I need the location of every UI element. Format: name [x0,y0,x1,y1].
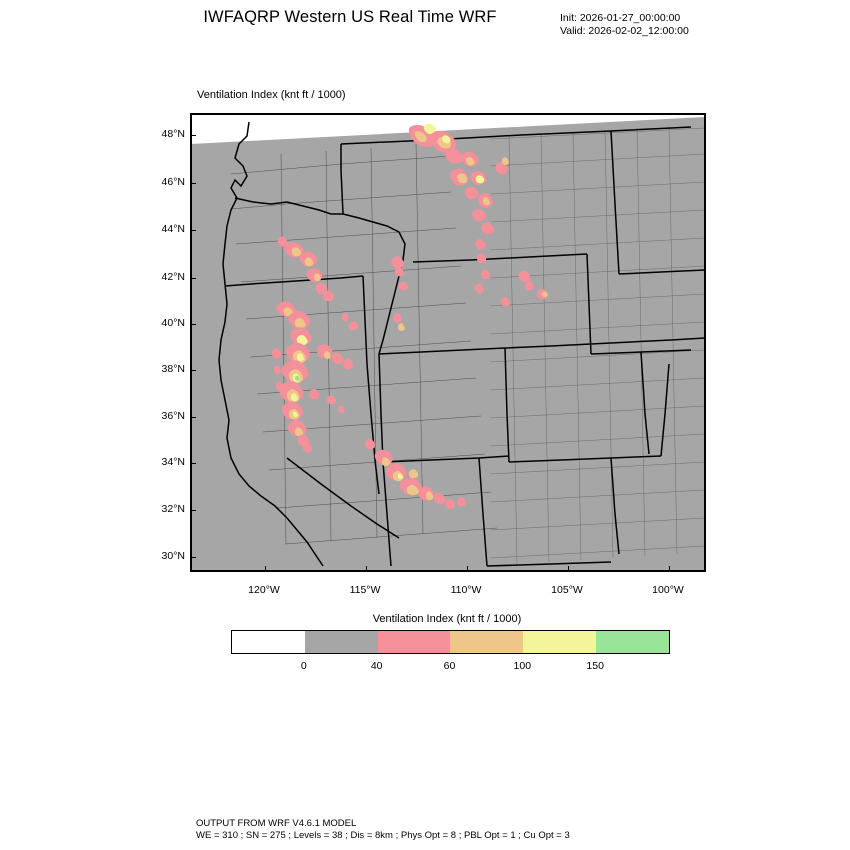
ventilation-index-map [191,114,705,571]
y-axis-label: 38°N [161,363,185,375]
x-axis-label: 120°W [248,584,280,596]
colorbar-cell-0 [232,631,305,653]
y-tick-mark [191,230,196,231]
colorbar-tick-label: 40 [370,660,383,672]
x-tick-mark [366,566,367,571]
y-tick-mark [191,557,196,558]
page-title: IWFAQRP Western US Real Time WRF [203,8,497,26]
colorbar [231,630,670,654]
valid-time: Valid: 2026-02-02_12:00:00 [560,25,689,37]
init-valid-block [560,12,689,38]
y-tick-mark [191,135,196,136]
colorbar-cell-5 [596,631,669,653]
x-axis-label: 115°W [349,584,381,596]
y-tick-mark [191,324,196,325]
y-axis-label: 46°N [161,176,185,188]
colorbar-tick-label: 60 [443,660,456,672]
colorbar-tick-label: 150 [586,660,604,672]
y-tick-mark [191,183,196,184]
x-axis-label: 110°W [450,584,482,596]
x-tick-mark [467,566,468,571]
init-time: Init: 2026-01-27_00:00:00 [560,12,681,24]
y-axis-label: 36°N [161,410,185,422]
x-axis-label: 105°W [551,584,583,596]
x-tick-mark [568,566,569,571]
colorbar-cell-1 [305,631,378,653]
y-axis-label: 30°N [161,550,185,562]
y-axis-label: 32°N [161,503,185,515]
colorbar-labels [231,656,668,676]
y-axis-label: 34°N [161,456,185,468]
footer-line-2: WE = 310 ; SN = 275 ; Levels = 38 ; Dis = 8km ; Phys Opt = 8 ; PBL Opt = 1 ; Cu Opt = 3 [196,830,570,841]
y-axis-label: 40°N [161,317,185,329]
y-tick-mark [191,417,196,418]
y-tick-mark [191,370,196,371]
y-axis-label: 48°N [161,128,185,140]
x-tick-mark [265,566,266,571]
y-tick-mark [191,278,196,279]
y-axis-label: 42°N [161,271,185,283]
x-tick-mark [669,566,670,571]
colorbar-cell-3 [450,631,523,653]
y-tick-mark [191,463,196,464]
y-tick-mark [191,510,196,511]
colorbar-title: Ventilation Index (knt ft / 1000) [372,613,522,625]
colorbar-cell-2 [378,631,451,653]
model-output-footer [196,818,570,842]
colorbar-tick-label: 100 [513,660,532,672]
map-plot-area [190,113,706,572]
x-axis-label: 100°W [652,584,684,596]
colorbar-tick-label: 0 [300,660,307,672]
footer-line-1: OUTPUT FROM WRF V4.6.1 MODEL [196,818,357,829]
colorbar-cell-4 [523,631,596,653]
y-axis-label: 44°N [161,223,185,235]
plot-subtitle: Ventilation Index (knt ft / 1000) [197,89,346,101]
